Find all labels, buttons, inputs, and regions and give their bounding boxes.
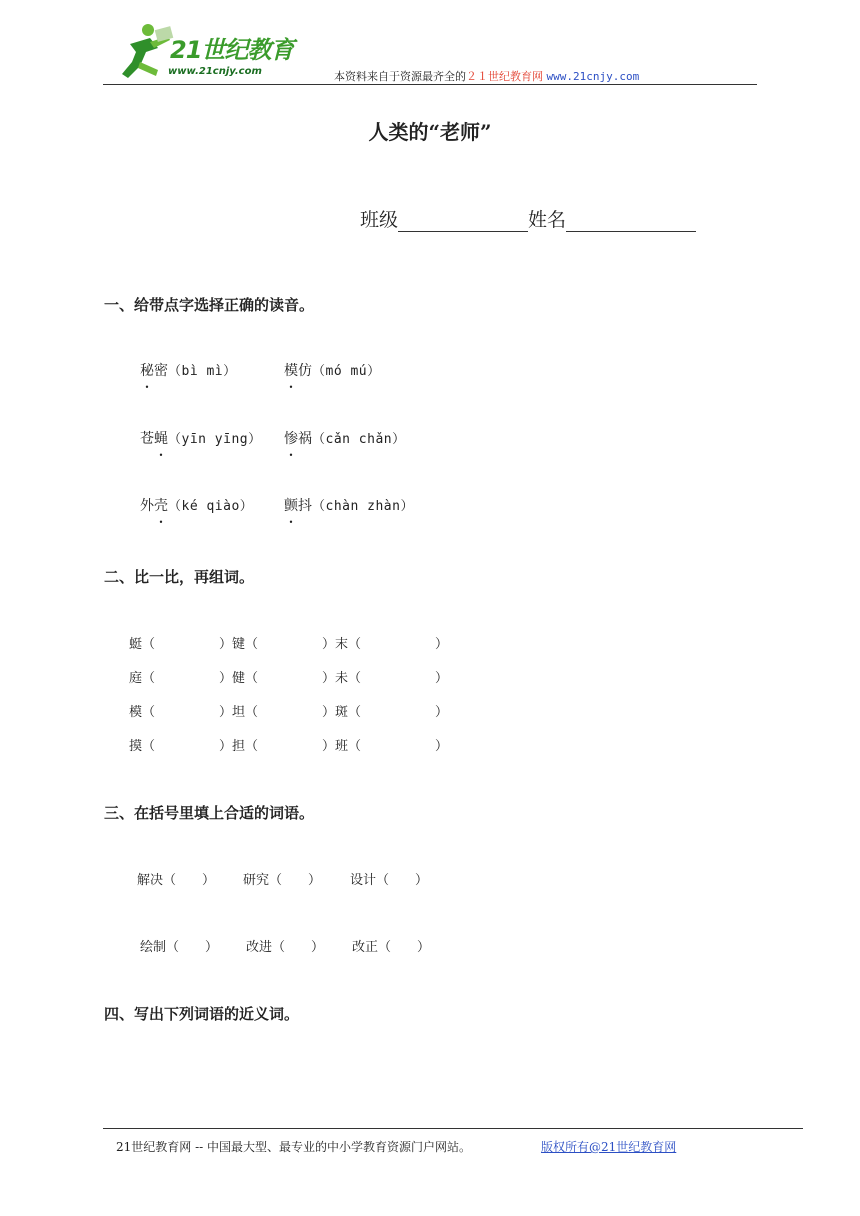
dotted-char: 惨	[284, 431, 298, 447]
compare-cell: ）	[435, 671, 449, 686]
compare-cell: ）	[435, 637, 449, 652]
compare-cell: ）担（	[219, 739, 259, 754]
char: 密	[154, 363, 168, 379]
compare-cell: ）斑（	[322, 705, 362, 720]
pron-item-3	[140, 428, 262, 448]
fill-word-4: 绘制（ ）	[140, 940, 219, 955]
char: 苍	[140, 431, 154, 447]
char: 外	[140, 498, 154, 514]
class-blank[interactable]	[398, 209, 528, 232]
section-2-heading: 二、比一比，再组词。	[104, 568, 255, 586]
fill-word-5: 改进（ ）	[246, 940, 325, 955]
compare-cell: ）未（	[322, 671, 362, 686]
header-note	[334, 68, 639, 84]
compare-cell: ）坦（	[219, 705, 259, 720]
pron-item-1	[140, 360, 237, 380]
fill-word-2: 研究（ ）	[243, 873, 322, 888]
logo-url: www.21cnjy.com	[168, 66, 262, 77]
pinyin-options: （cǎn chǎn）	[312, 432, 406, 447]
footer-divider	[103, 1128, 803, 1129]
dotted-char: 秘	[140, 363, 154, 379]
char: 仿	[298, 363, 312, 379]
compare-cell: ）	[435, 739, 449, 754]
pinyin-options: （yīn yīng）	[168, 432, 262, 447]
char: 抖	[298, 498, 312, 514]
footer-copyright-link[interactable]: 版权所有@21世纪教育网	[541, 1140, 677, 1154]
fill-word-3: 设计（ ）	[350, 873, 429, 888]
compare-cell: ）末（	[322, 637, 362, 652]
class-label: 班级	[360, 209, 399, 231]
compare-cell: ）健（	[219, 671, 259, 686]
pinyin-options: （ké qiào）	[168, 499, 254, 514]
compare-row-2	[129, 667, 448, 686]
footer-text: 21世纪教育网 -- 中国最大型、最专业的中小学教育资源门户网站。	[116, 1140, 472, 1154]
pron-item-6	[284, 495, 414, 515]
section-4-heading: 四、写出下列词语的近义词。	[104, 1005, 300, 1023]
compare-cell: 蜓（	[129, 637, 156, 652]
dotted-char: 颤	[284, 498, 298, 514]
class-name-line	[360, 205, 696, 232]
pron-item-5	[140, 495, 253, 515]
compare-cell: ）	[435, 705, 449, 720]
fill-word-1: 解决（ ）	[137, 873, 216, 888]
compare-cell: ）键（	[219, 637, 259, 652]
fill-word-6: 改正（ ）	[352, 940, 431, 955]
header-note-prefix: 本资料来自于资源最齐全的	[334, 70, 466, 83]
compare-cell: ）班（	[322, 739, 362, 754]
header-note-url[interactable]: www.21cnjy.com	[546, 70, 640, 83]
pron-item-2	[284, 360, 381, 380]
logo-title: 21世纪教育	[170, 36, 294, 64]
compare-cell: 摸（	[129, 739, 156, 754]
compare-cell: 模（	[129, 705, 156, 720]
dotted-char: 模	[284, 363, 298, 379]
pron-item-4	[284, 428, 406, 448]
section-1-heading: 一、给带点字选择正确的读音。	[104, 296, 315, 314]
compare-row-4	[129, 735, 448, 754]
dotted-char: 蝇	[154, 431, 168, 447]
site-logo	[110, 22, 310, 84]
pinyin-options: （mó mú）	[312, 364, 381, 379]
name-blank[interactable]	[566, 209, 696, 232]
header-note-brand[interactable]: ２１世纪教育网	[466, 70, 543, 83]
section-3-heading: 三、在括号里填上合适的词语。	[104, 804, 315, 822]
char: 祸	[298, 431, 312, 447]
dotted-char: 壳	[154, 498, 168, 514]
name-label: 姓名	[528, 209, 567, 231]
compare-row-1	[129, 633, 448, 652]
compare-row-3	[129, 701, 448, 720]
page-title: 人类的“老师”	[368, 120, 492, 144]
header-divider	[103, 84, 757, 85]
compare-cell: 庭（	[129, 671, 156, 686]
pinyin-options: （chàn zhàn）	[312, 499, 414, 514]
pinyin-options: （bì mì）	[168, 364, 237, 379]
